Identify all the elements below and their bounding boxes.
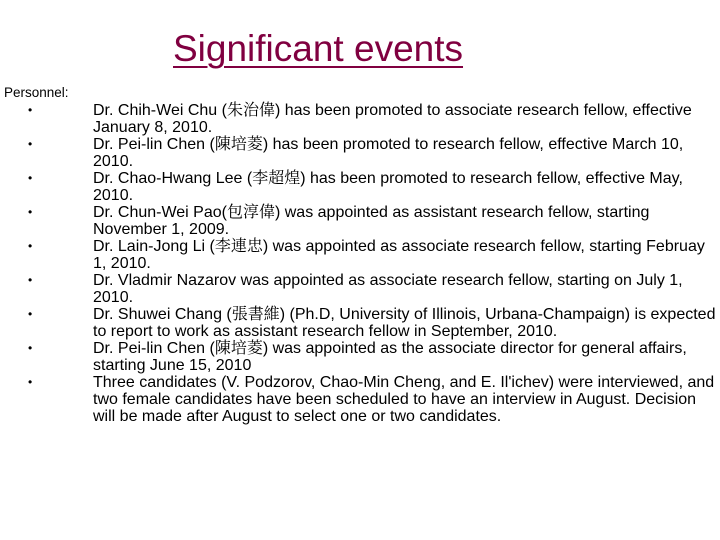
personnel-list (0, 102, 716, 425)
bullet-icon: • (28, 171, 33, 185)
list-item-text: Dr. Pei-lin Chen (陳培菱) was appointed as the associate director for general affairs, starting June 15, 2010 (93, 340, 687, 374)
list-item-text: Dr. Chih-Wei Chu (朱治偉) has been promoted to associate research fellow, effective January 8, 2010. (93, 102, 692, 136)
bullet-icon: • (28, 375, 33, 389)
list-item-text: Dr. Chun-Wei Pao(包淳偉) was appointed as assistant research fellow, starting November 1, 2009. (93, 204, 650, 238)
list-item-text: Dr. Vladmir Nazarov was appointed as associate research fellow, starting on July 1, 2010. (93, 272, 683, 306)
list-item (0, 340, 716, 374)
slide-title: Significant events (173, 28, 464, 69)
list-item (0, 306, 716, 340)
bullet-icon: • (28, 341, 33, 355)
list-item-text: Dr. Lain-Jong Li (李連忠) was appointed as associate research fellow, starting Februay 1, 2010. (93, 238, 705, 272)
list-item (0, 136, 716, 170)
list-item-text: Dr. Chao-Hwang Lee (李超煌) has been promoted to research fellow, effective May, 2010. (93, 170, 683, 204)
bullet-icon: • (28, 103, 33, 117)
bullet-icon: • (28, 239, 33, 253)
bullet-icon: • (28, 307, 33, 321)
list-item (0, 170, 716, 204)
list-item-text: Dr. Pei-lin Chen (陳培菱) has been promoted to research fellow, effective March 10, 2010. (93, 136, 684, 170)
list-item-text: Three candidates (V. Podzorov, Chao-Min Cheng, and E. Il'ichev) were interviewed, and two female candidates have been scheduled to have an interview in August. Decision will be made after August to select one or two candidates. (93, 374, 715, 425)
bullet-icon: • (28, 205, 33, 219)
list-item (0, 204, 716, 238)
list-item-text: Dr. Shuwei Chang (張書維) (Ph.D, University of Illinois, Urbana-Champaign) is expected to report to work as assistant research fellow in September, 2010. (93, 306, 716, 340)
section-label-personnel: Personnel: (4, 85, 69, 100)
list-item (0, 272, 716, 306)
list-item (0, 238, 716, 272)
list-item (0, 102, 716, 136)
list-item (0, 374, 716, 425)
bullet-icon: • (28, 137, 33, 151)
bullet-icon: • (28, 273, 33, 287)
